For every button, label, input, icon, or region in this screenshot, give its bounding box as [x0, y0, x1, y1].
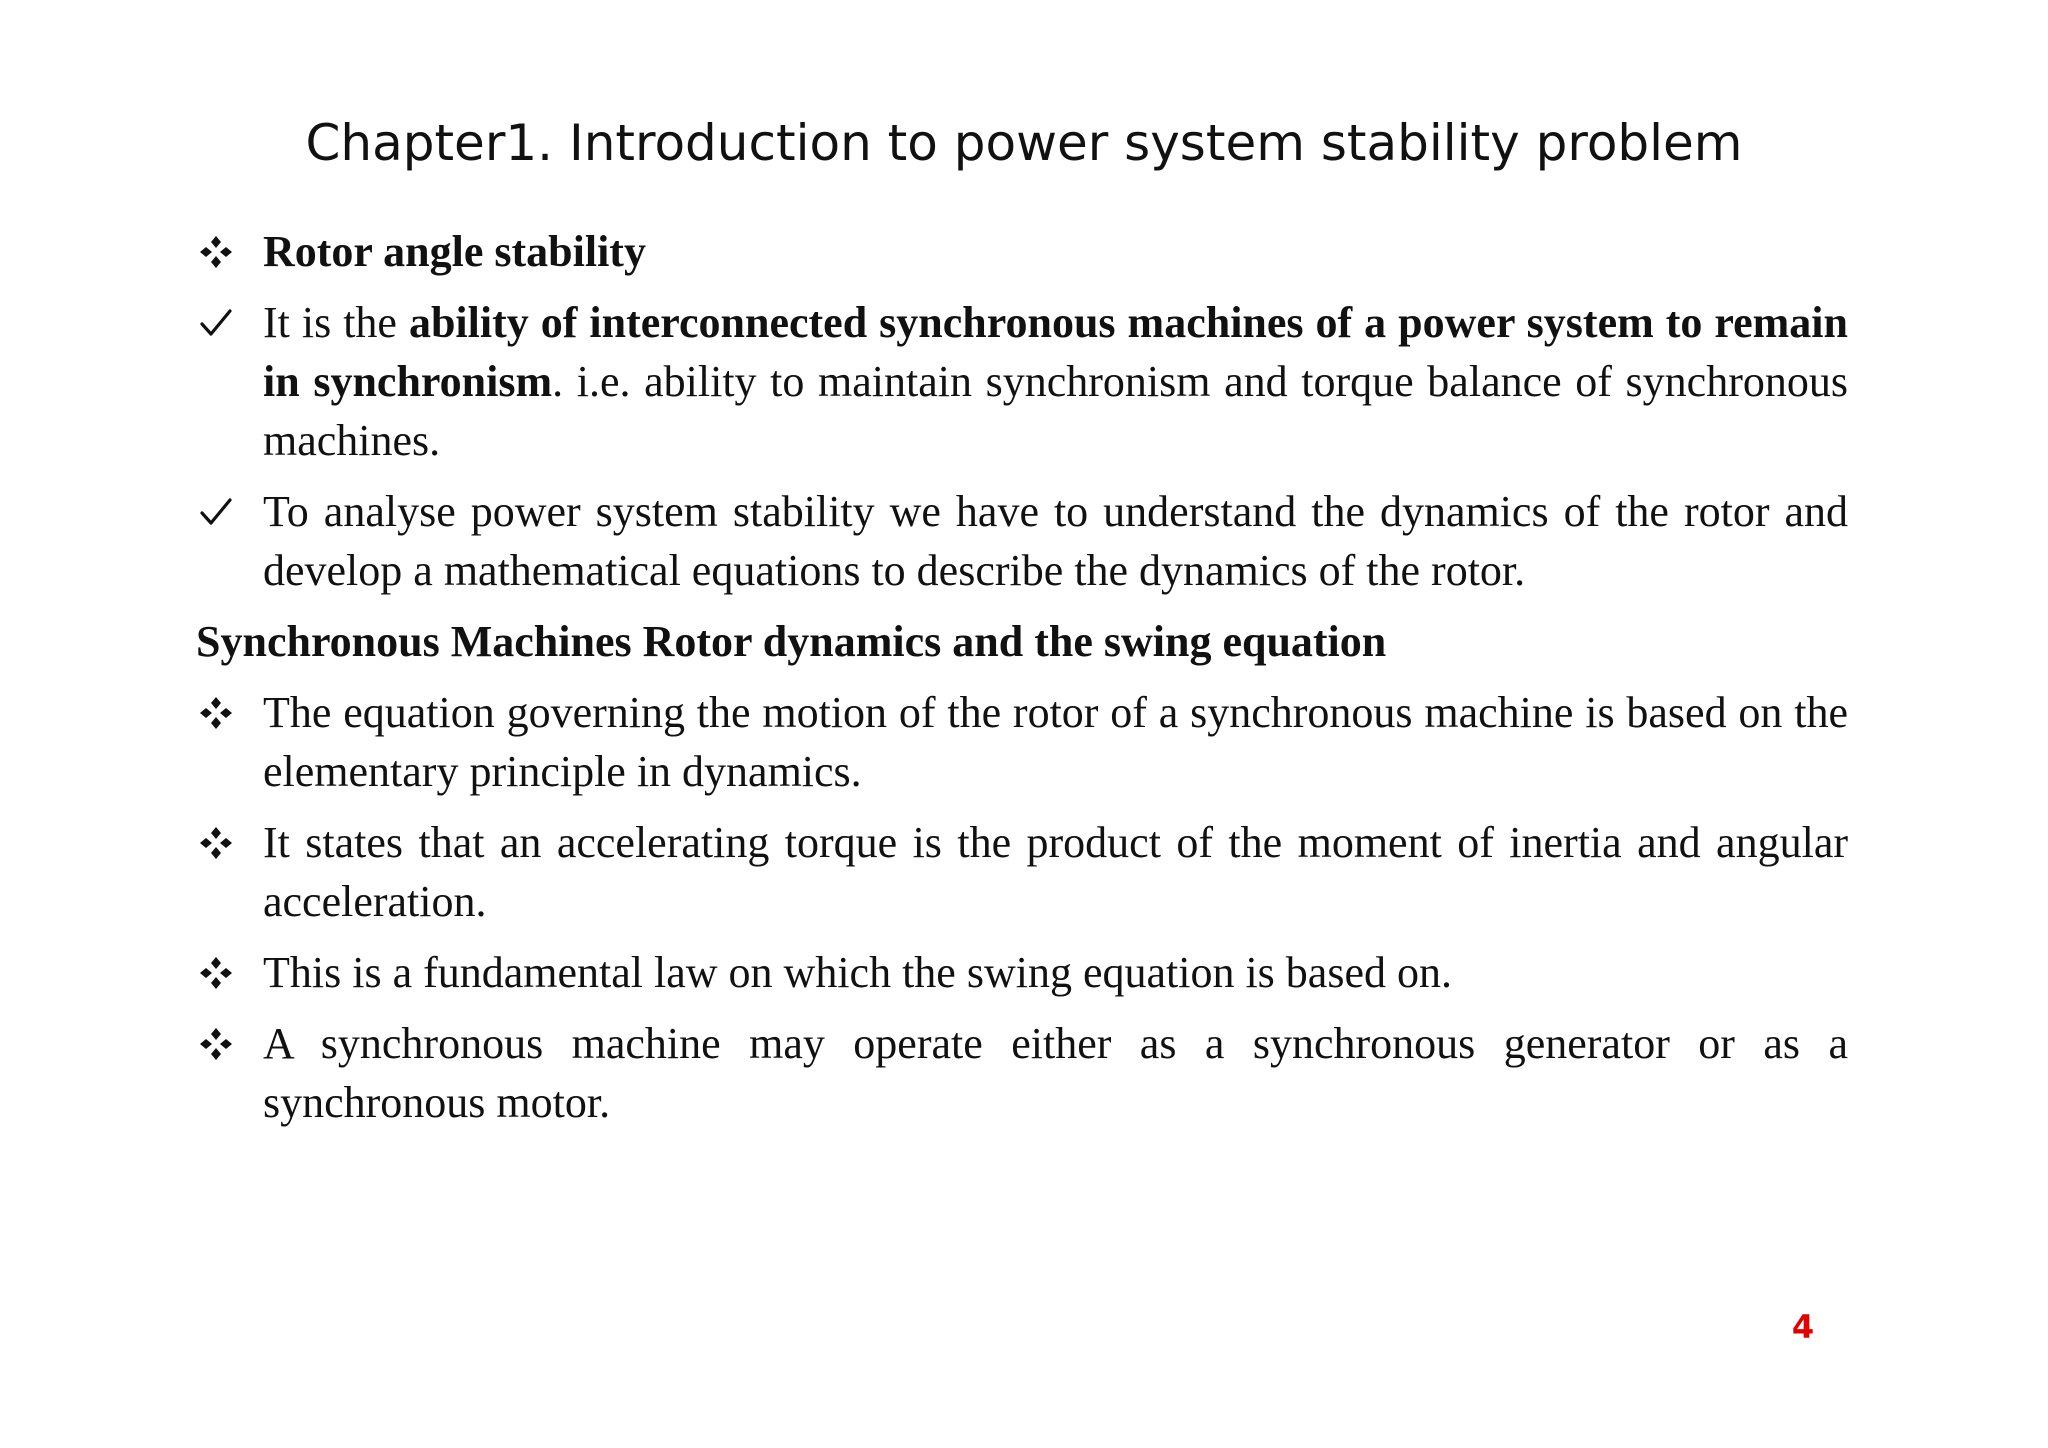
checkmark-icon — [196, 482, 236, 541]
four-diamond-bullet-icon — [196, 1014, 236, 1073]
four-diamond-bullet-icon — [196, 683, 236, 742]
ability-text-suffix: . i.e. ability to maintain synchronism and torque balance of synchronous machines. — [263, 357, 1848, 465]
page-number: 4 — [1791, 1308, 1815, 1346]
bullet-text: It states that an accelerating torque is the product of the moment of inertia and angular acceleration. — [263, 818, 1848, 926]
bullet-text: This is a fundamental law on which the swing equation is based on. — [263, 948, 1452, 997]
analyse-text: To analyse power system stability we have to understand the dynamics of the rotor and develop a mathematical equations to describe the dynamics of the rotor. — [263, 487, 1848, 595]
bullet-fundamental-law — [196, 943, 1848, 1002]
bullet-rotor-angle-stability — [196, 222, 1848, 281]
slide-title: Chapter1. Introduction to power system stability problem — [305, 114, 1743, 172]
section-heading: Synchronous Machines Rotor dynamics and the swing equation — [196, 617, 1387, 666]
rotor-angle-stability-heading: Rotor angle stability — [263, 227, 646, 276]
four-diamond-bullet-icon — [196, 943, 236, 1002]
four-diamond-bullet-icon — [196, 813, 236, 872]
check-item-ability — [196, 293, 1848, 470]
check-item-analyse — [196, 482, 1848, 600]
bullet-text: The equation governing the motion of the rotor of a synchronous machine is based on the elementary principle in dynamics. — [263, 688, 1848, 796]
bullet-text: A synchronous machine may operate either as a synchronous generator or as a synchronous motor. — [263, 1019, 1848, 1127]
four-diamond-bullet-icon — [196, 222, 236, 281]
bullet-generator-or-motor — [196, 1014, 1848, 1132]
bullet-equation-governing — [196, 683, 1848, 801]
slide-content — [196, 222, 1848, 1144]
bullet-accelerating-torque — [196, 813, 1848, 931]
ability-text-prefix: It is the — [263, 298, 409, 347]
checkmark-icon — [196, 293, 236, 352]
ability-text-bold: ability of interconnected synchronous machines of a power system to remain in synchronism — [263, 298, 1848, 406]
